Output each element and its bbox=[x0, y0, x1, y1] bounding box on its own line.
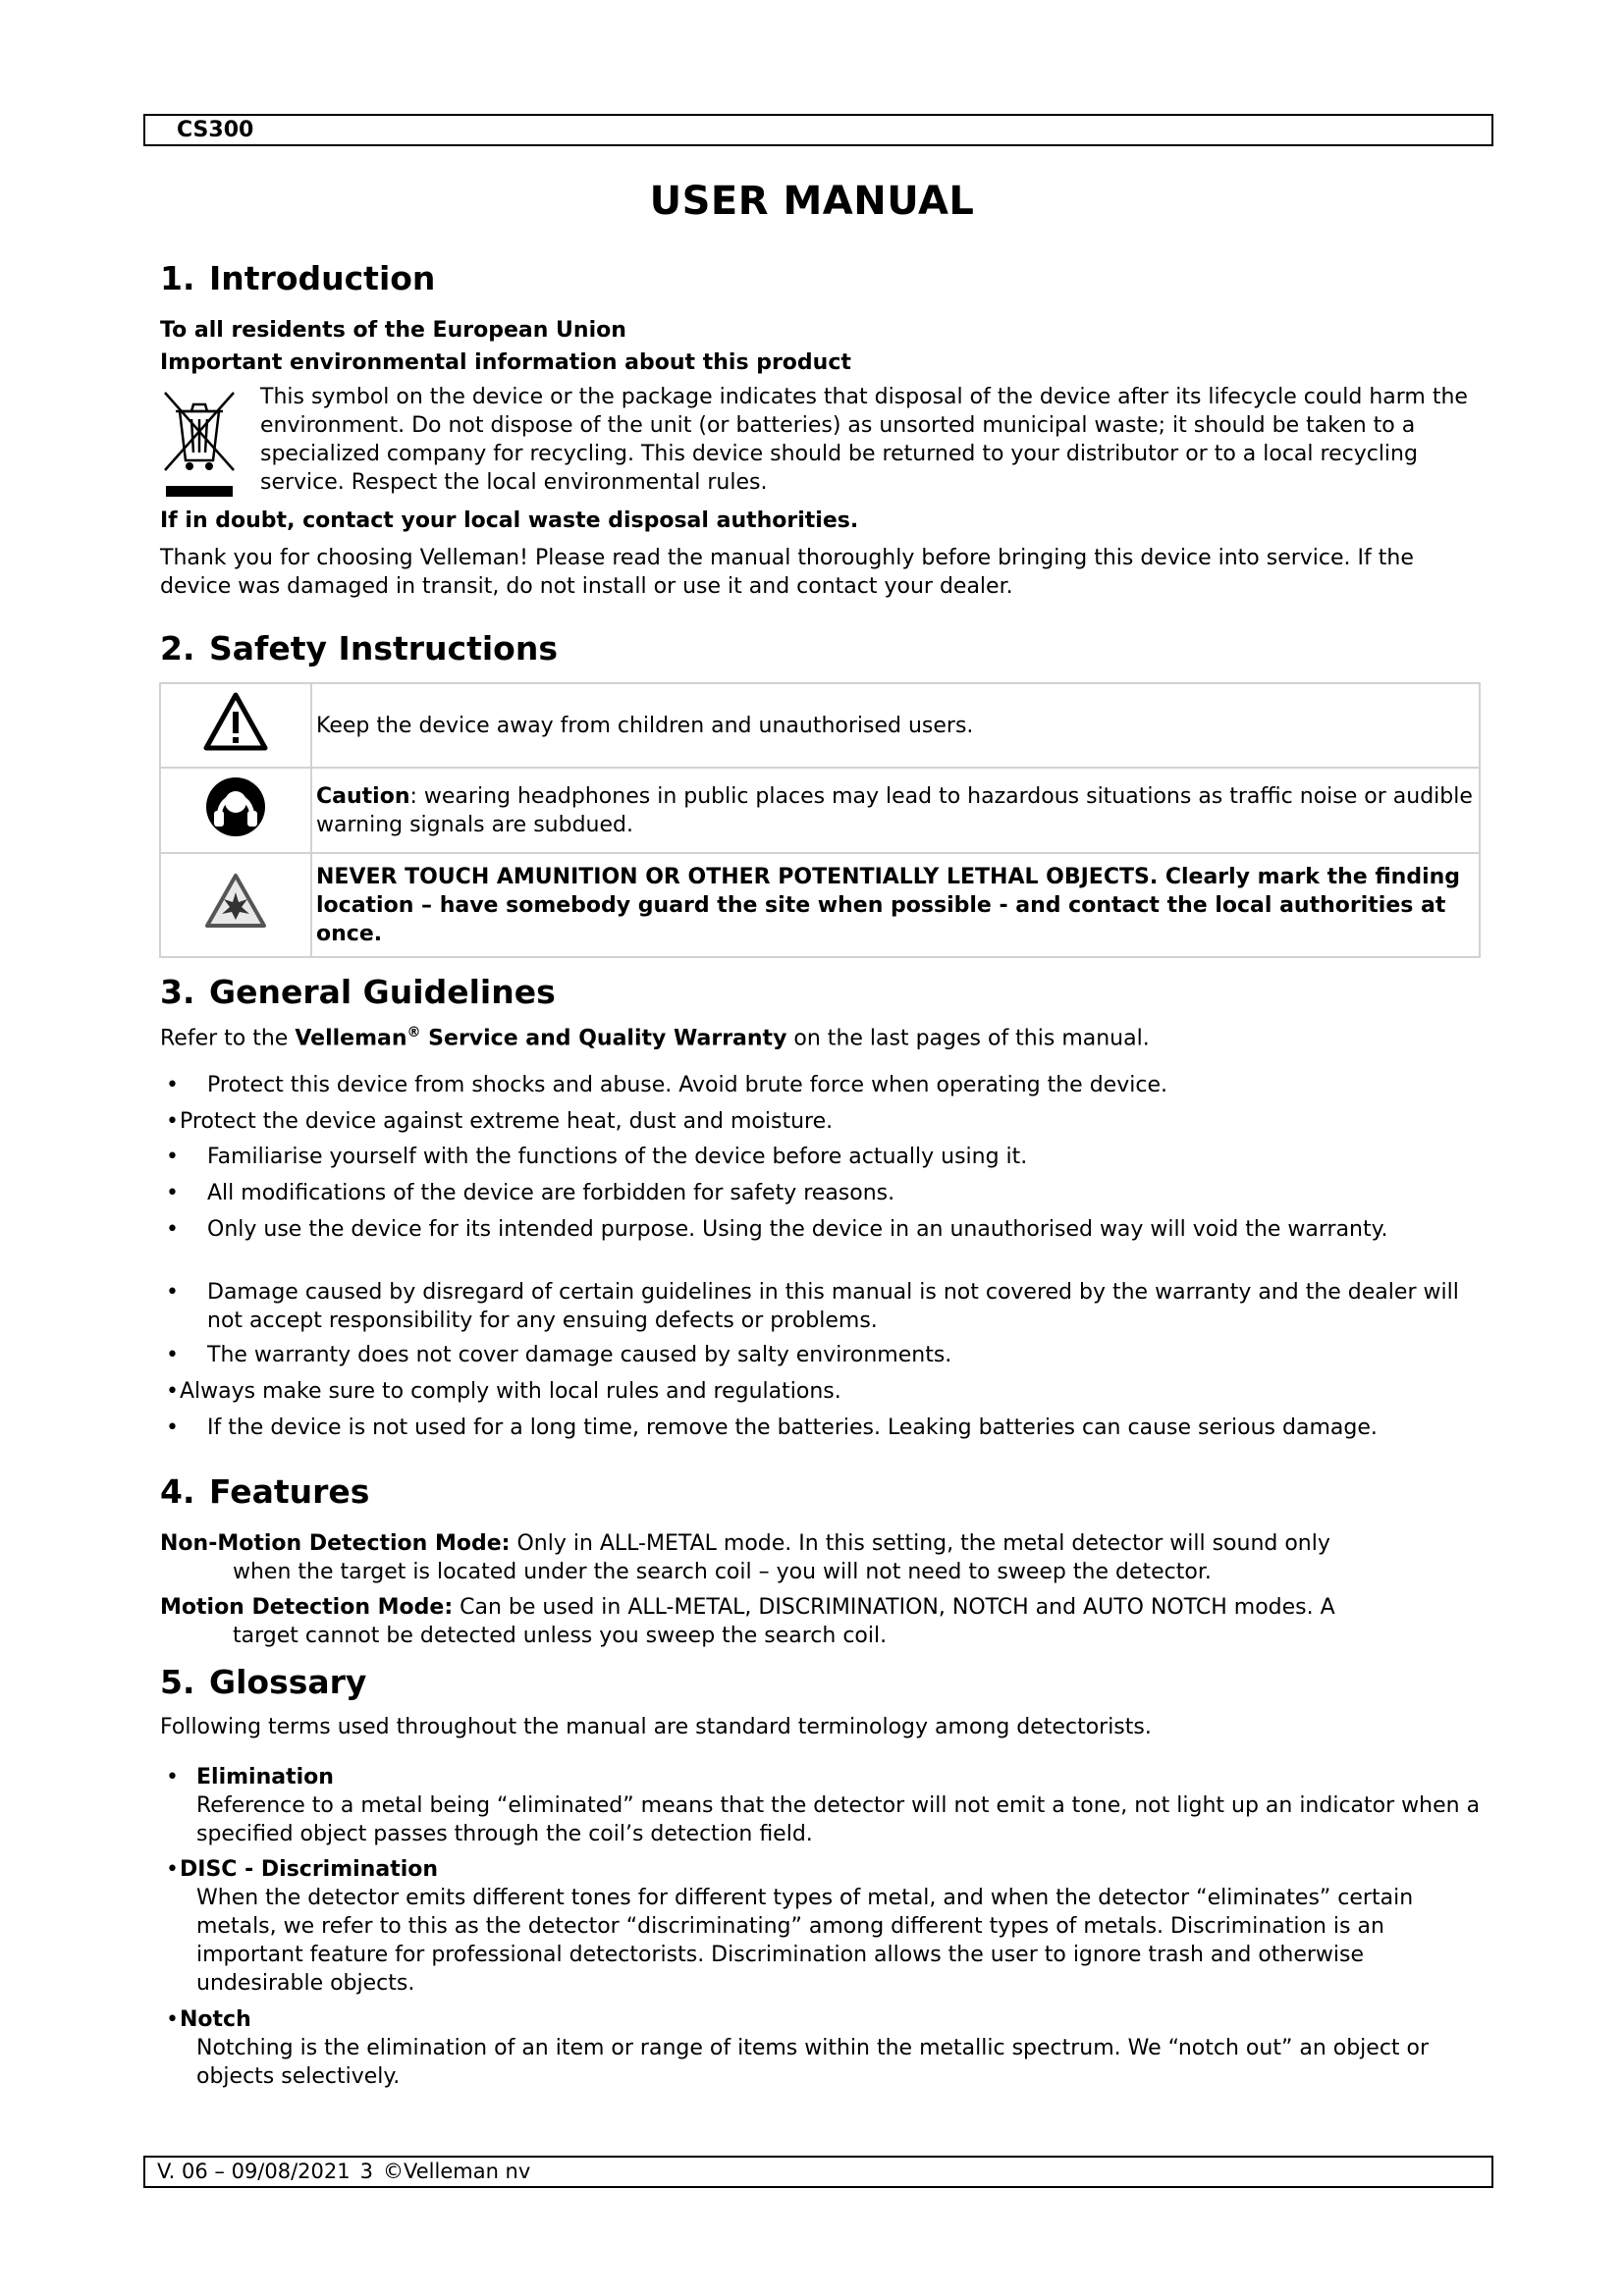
bullet: • bbox=[166, 1109, 179, 1134]
glossary-description: Notching is the elimination of an item or range of items within the metallic spectrum. We “notch out” an object or objects selectively. bbox=[196, 2036, 1430, 2089]
safety-table bbox=[159, 682, 1481, 958]
safety-text-cell: NEVER TOUCH AMUNITION OR OTHER POTENTIALLY LETHAL OBJECTS. Clearly mark the finding location – have somebody guard the site when possible - and contact the local authorities at once. bbox=[311, 853, 1480, 957]
safety-icon-cell bbox=[160, 768, 311, 853]
doubt-line: If in doubt, contact your local waste disposal authorities. bbox=[160, 508, 859, 533]
bullet: • bbox=[166, 1379, 179, 1404]
list-item-text: All modifications of the device are forbidden for safety reasons. bbox=[207, 1181, 895, 1205]
section-3-heading bbox=[160, 973, 556, 1012]
feature-term: Motion Detection Mode: bbox=[160, 1595, 454, 1620]
glossary-term: Elimination bbox=[196, 1765, 334, 1789]
bullet: • bbox=[166, 1073, 179, 1097]
caution-label: Caution bbox=[316, 783, 410, 809]
footer-bar bbox=[143, 2156, 1493, 2188]
bullet: • bbox=[166, 1280, 179, 1305]
section-2-title: Safety Instructions bbox=[209, 629, 558, 667]
safety-icon-cell bbox=[160, 853, 311, 957]
feature-item bbox=[160, 1593, 1495, 1650]
section-1-title: Introduction bbox=[209, 259, 436, 297]
bullet: • bbox=[166, 2007, 179, 2032]
warranty-ref-prefix: Refer to the bbox=[160, 1026, 296, 1051]
glossary-intro: Following terms used throughout the manual are standard terminology among detectorists. bbox=[160, 1715, 1152, 1739]
section-3-title: General Guidelines bbox=[209, 973, 556, 1011]
footer-version: V. 06 – 09/08/2021 bbox=[157, 2160, 351, 2183]
warranty-ref-brand: Velleman bbox=[295, 1026, 407, 1051]
safety-text-cell bbox=[311, 768, 1480, 853]
list-item-text: Only use the device for its intended purpose. Using the device in an unauthorised way will void the warranty. bbox=[207, 1217, 1388, 1242]
bullet: • bbox=[166, 1145, 179, 1169]
weee-paragraph: This symbol on the device or the package indicates that disposal of the device after its lifecycle could harm the environment. Do not dispose of the unit (or batteries) as unsorted municipal waste; it should be taken to a specialized company for recycling. This device should be returned to your distributor or to a local recycling service. Respect the local environmental rules. bbox=[260, 385, 1468, 495]
section-5-title: Glossary bbox=[209, 1663, 367, 1701]
glossary-term: Notch bbox=[180, 2007, 251, 2032]
glossary-description: Reference to a metal being “eliminated” means that the detector will not emit a tone, not light up an indicator when a specified object passes through the coil’s detection field. bbox=[196, 1793, 1481, 1846]
feature-text: Only in ALL-METAL mode. In this setting, the metal detector will sound only bbox=[510, 1531, 1330, 1556]
eu-residents-line: To all residents of the European Union bbox=[160, 318, 626, 343]
bullet: • bbox=[166, 1857, 179, 1882]
safety-icon-cell bbox=[160, 683, 311, 768]
feature-text: Can be used in ALL-METAL, DISCRIMINATION, NOTCH and AUTO NOTCH modes. A bbox=[453, 1595, 1335, 1620]
headphones-mandatory-icon bbox=[204, 775, 267, 838]
document-title: USER MANUAL bbox=[649, 179, 975, 224]
bullet: • bbox=[166, 1765, 179, 1789]
section-5-number: 5. bbox=[160, 1663, 195, 1701]
section-4-number: 4. bbox=[160, 1472, 195, 1511]
section-4-title: Features bbox=[209, 1472, 370, 1511]
list-item-text: Always make sure to comply with local rules and regulations. bbox=[180, 1379, 841, 1404]
bullet: • bbox=[166, 1343, 179, 1367]
section-2-heading bbox=[160, 629, 558, 668]
footer-page-number: 3 bbox=[359, 2160, 373, 2183]
thanks-paragraph: Thank you for choosing Velleman! Please read the manual thoroughly before bringing this device into service. If the device was damaged in transit, do not install or use it and contact your dealer. bbox=[160, 546, 1414, 599]
safety-row bbox=[160, 768, 1480, 853]
section-5-heading bbox=[160, 1663, 366, 1702]
list-item-text: Protect this device from shocks and abuse. Avoid brute force when operating the device. bbox=[207, 1073, 1167, 1097]
crossed-bin-icon bbox=[162, 390, 237, 500]
section-3-number: 3. bbox=[160, 973, 195, 1011]
list-item-text: Familiarise yourself with the functions of the device before actually using it. bbox=[207, 1145, 1028, 1169]
section-1-heading bbox=[160, 259, 435, 298]
warning-triangle-icon bbox=[203, 692, 268, 751]
list-item-text: The warranty does not cover damage caused by salty environments. bbox=[207, 1343, 952, 1367]
safety-row bbox=[160, 683, 1480, 768]
feature-term: Non-Motion Detection Mode: bbox=[160, 1531, 511, 1556]
header-bar bbox=[143, 114, 1493, 146]
feature-item bbox=[160, 1529, 1495, 1586]
model-name: CS300 bbox=[177, 118, 254, 142]
explosive-warning-icon bbox=[204, 873, 267, 930]
section-4-heading bbox=[160, 1472, 369, 1512]
caution-text: : wearing headphones in public places may lead to hazardous situations as traffic noise or audible warning signals are subdued. bbox=[316, 783, 1473, 837]
footer-copyright: ©Velleman nv bbox=[383, 2160, 531, 2183]
warranty-reference bbox=[160, 1019, 1150, 1052]
env-info-line: Important environmental information about this product bbox=[160, 350, 851, 375]
section-2-number: 2. bbox=[160, 629, 195, 667]
list-item-text: If the device is not used for a long time, remove the batteries. Leaking batteries can cause serious damage. bbox=[207, 1415, 1378, 1440]
glossary-description: When the detector emits different tones for different types of metal, and when the detector “eliminates” certain metals, we refer to this as the detector “discriminating” among different types of metals. Discrimination is an important feature for professional detectorists. Discrimination allows the user to ignore trash and otherwise undesirable objects. bbox=[196, 1886, 1414, 1996]
feature-text-continued: when the target is located under the search coil – you will not need to sweep the detector. bbox=[233, 1560, 1212, 1584]
warranty-ref-suffix: on the last pages of this manual. bbox=[786, 1026, 1150, 1051]
list-item-text: Protect the device against extreme heat, dust and moisture. bbox=[180, 1109, 834, 1134]
section-1-number: 1. bbox=[160, 259, 195, 297]
bullet: • bbox=[166, 1181, 179, 1205]
bullet: • bbox=[166, 1217, 179, 1242]
bullet: • bbox=[166, 1415, 179, 1440]
safety-text-cell: Keep the device away from children and unauthorised users. bbox=[311, 683, 1480, 768]
feature-text-continued: target cannot be detected unless you sweep the search coil. bbox=[233, 1624, 888, 1648]
list-item-text: Damage caused by disregard of certain guidelines in this manual is not covered by the warranty and the dealer will not accept responsibility for any ensuing defects or problems. bbox=[207, 1280, 1459, 1333]
safety-row bbox=[160, 853, 1480, 957]
warranty-ref-reg: ® bbox=[406, 1025, 421, 1041]
glossary-term: DISC - Discrimination bbox=[180, 1857, 439, 1882]
warranty-ref-bold: Service and Quality Warranty bbox=[420, 1026, 787, 1051]
